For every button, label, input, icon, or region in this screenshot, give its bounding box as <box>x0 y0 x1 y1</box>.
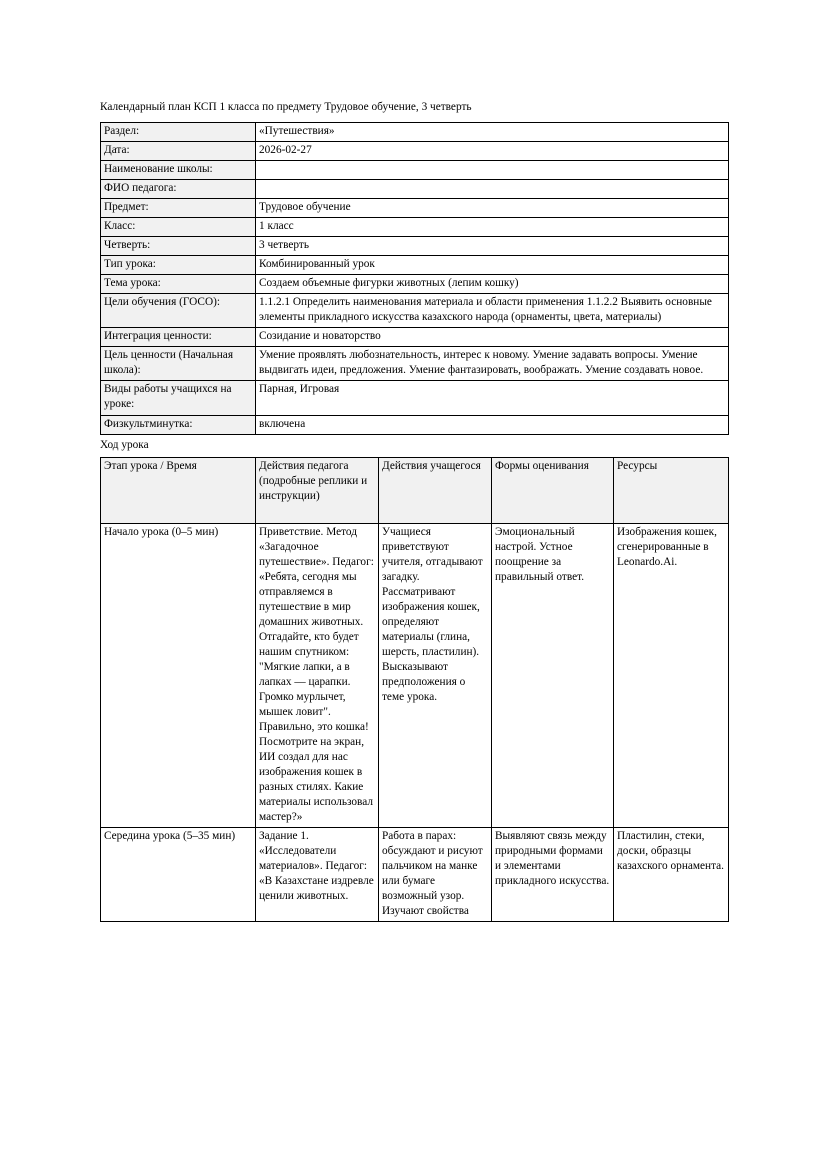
table-row <box>101 828 729 922</box>
table-row <box>101 218 729 237</box>
table-row <box>101 142 729 161</box>
info-value: «Путешествия» <box>256 123 729 142</box>
table-header-row <box>101 457 729 523</box>
info-value <box>256 180 729 199</box>
cell-student-actions: Работа в парах: обсуждают и рисуют пальчиком на манке или бумаге возможный узор. Изучают свойства <box>379 828 492 922</box>
info-value: 1.1.2.1 Определить наименования материала и области применения 1.1.2.2 Выявить основные элементы прикладного искусства казахского народа (орнаменты, цвета, материалы) <box>256 294 729 328</box>
table-row <box>101 415 729 434</box>
info-label: Класс: <box>101 218 256 237</box>
page-title: Календарный план КСП 1 класса по предмету Трудовое обучение, 3 четверть <box>100 101 472 113</box>
cell-resources: Изображения кошек, сгенерированные в Leonardo.Ai. <box>614 523 729 827</box>
info-label: Тип урока: <box>101 256 256 275</box>
table-row <box>101 275 729 294</box>
info-label: Цели обучения (ГОСО): <box>101 294 256 328</box>
info-value: Трудовое обучение <box>256 199 729 218</box>
info-label: Виды работы учащихся на уроке: <box>101 381 256 415</box>
table-row <box>101 347 729 381</box>
lesson-info-body <box>101 123 729 434</box>
cell-teacher-actions: Приветствие. Метод «Загадочное путешествие». Педагог: «Ребята, сегодня мы отправляемся в путешествие в мир домашних животных. Отгадайте, кто будет нашим спутником: "Мягкие лапки, а в лапках — царапки. Громко мурлычет, мышек ловит". Правильно, это кошка! Посмотрите на экран, ИИ создал для нас изображения кошек в разных стилях. Какие материалы использовал мастер?» <box>256 523 379 827</box>
column-header-resources: Ресурсы <box>614 457 729 523</box>
info-value: Комбинированный урок <box>256 256 729 275</box>
info-label: Физкультминутка: <box>101 415 256 434</box>
cell-student-actions: Учащиеся приветствуют учителя, отгадывают загадку. Рассматривают изображения кошек, определяют материалы (глина, шерсть, пластилин). Высказывают предположения о теме урока. <box>379 523 492 827</box>
section-heading-lesson-flow: Ход урока <box>100 438 149 451</box>
table-row <box>101 294 729 328</box>
table-row <box>101 523 729 827</box>
info-value: Создаем объемные фигурки животных (лепим кошку) <box>256 275 729 294</box>
lesson-flow-body <box>101 523 729 921</box>
info-value: 2026-02-27 <box>256 142 729 161</box>
table-row <box>101 123 729 142</box>
table-row <box>101 237 729 256</box>
column-header-stage: Этап урока / Время <box>101 457 256 523</box>
cell-stage: Начало урока (0–5 мин) <box>101 523 256 827</box>
cell-teacher-actions: Задание 1. «Исследователи материалов». Педагог: «В Казахстане издревле ценили животных. <box>256 828 379 922</box>
info-value: Созидание и новаторство <box>256 328 729 347</box>
cell-assessment: Эмоциональный настрой. Устное поощрение за правильный ответ. <box>492 523 614 827</box>
info-label: Наименование школы: <box>101 161 256 180</box>
cell-stage: Середина урока (5–35 мин) <box>101 828 256 922</box>
lesson-flow-table <box>100 457 729 922</box>
table-row <box>101 256 729 275</box>
cell-assessment: Выявляют связь между природными формами и элементами прикладного искусства. <box>492 828 614 922</box>
lesson-flow-header <box>101 457 729 523</box>
cell-resources: Пластилин, стеки, доски, образцы казахского орнамента. <box>614 828 729 922</box>
info-value: Умение проявлять любознательность, интерес к новому. Умение задавать вопросы. Умение выдвигать идеи, предложения. Умение фантазировать, воображать. Умение создавать новое. <box>256 347 729 381</box>
info-value <box>256 161 729 180</box>
column-header-student-actions: Действия учащегося <box>379 457 492 523</box>
info-label: Дата: <box>101 142 256 161</box>
info-label: Цель ценности (Начальная школа): <box>101 347 256 381</box>
table-row <box>101 161 729 180</box>
info-label: Предмет: <box>101 199 256 218</box>
column-header-assessment: Формы оценивания <box>492 457 614 523</box>
table-row <box>101 328 729 347</box>
column-header-teacher-actions: Действия педагога (подробные реплики и инструкции) <box>256 457 379 523</box>
lesson-info-table <box>100 122 729 434</box>
info-value: включена <box>256 415 729 434</box>
info-value: 3 четверть <box>256 237 729 256</box>
info-label: Раздел: <box>101 123 256 142</box>
table-row <box>101 381 729 415</box>
table-row <box>101 180 729 199</box>
document-page <box>100 100 728 922</box>
info-label: Четверть: <box>101 237 256 256</box>
info-value: 1 класс <box>256 218 729 237</box>
info-label: Тема урока: <box>101 275 256 294</box>
info-label: ФИО педагога: <box>101 180 256 199</box>
table-row <box>101 199 729 218</box>
info-label: Интеграция ценности: <box>101 328 256 347</box>
info-value: Парная, Игровая <box>256 381 729 415</box>
